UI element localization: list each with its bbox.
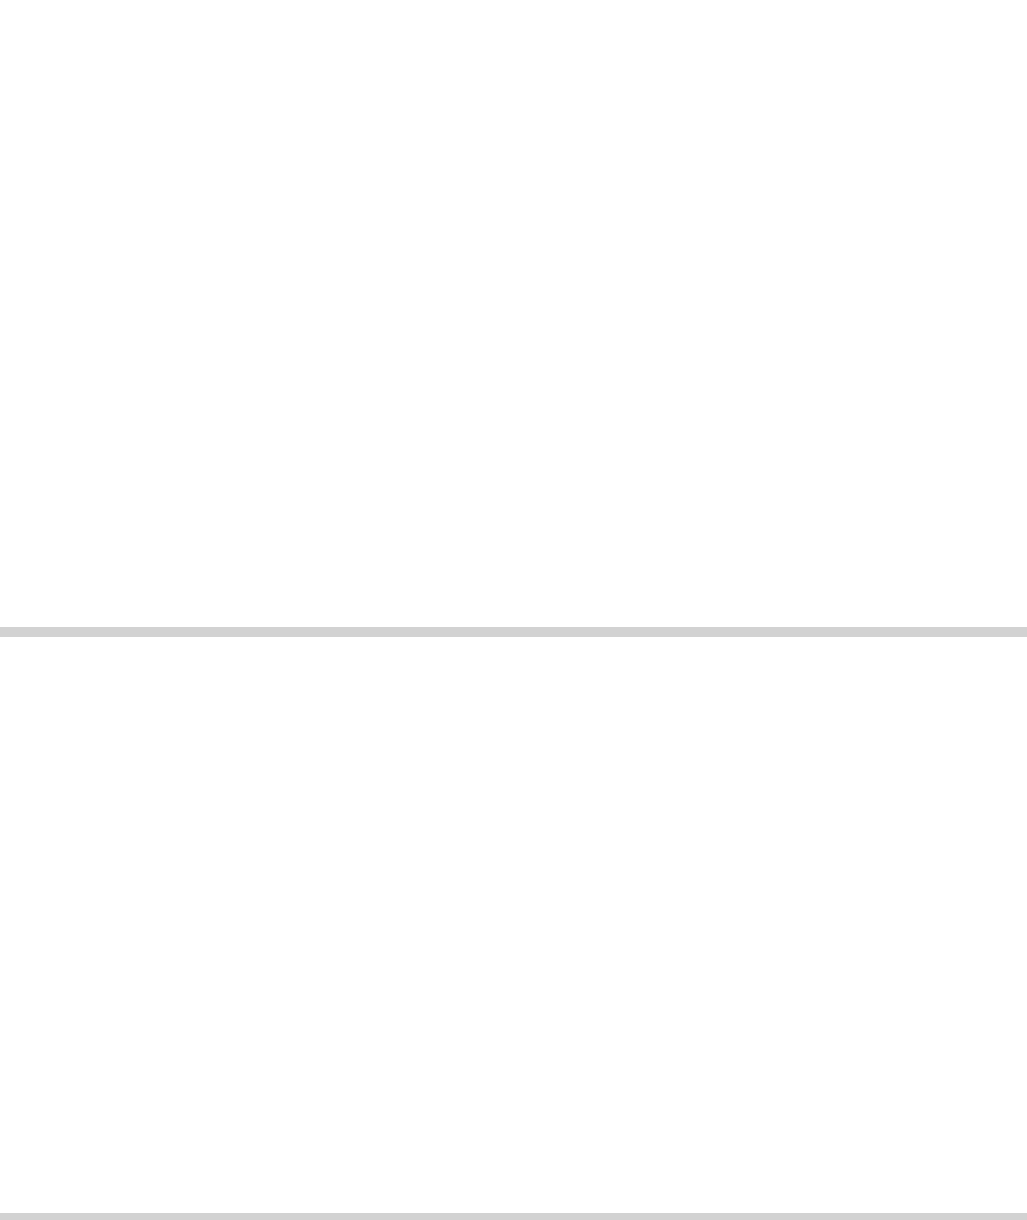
page-bottom-bar	[0, 1213, 1027, 1220]
page-break-bar	[0, 627, 1027, 637]
